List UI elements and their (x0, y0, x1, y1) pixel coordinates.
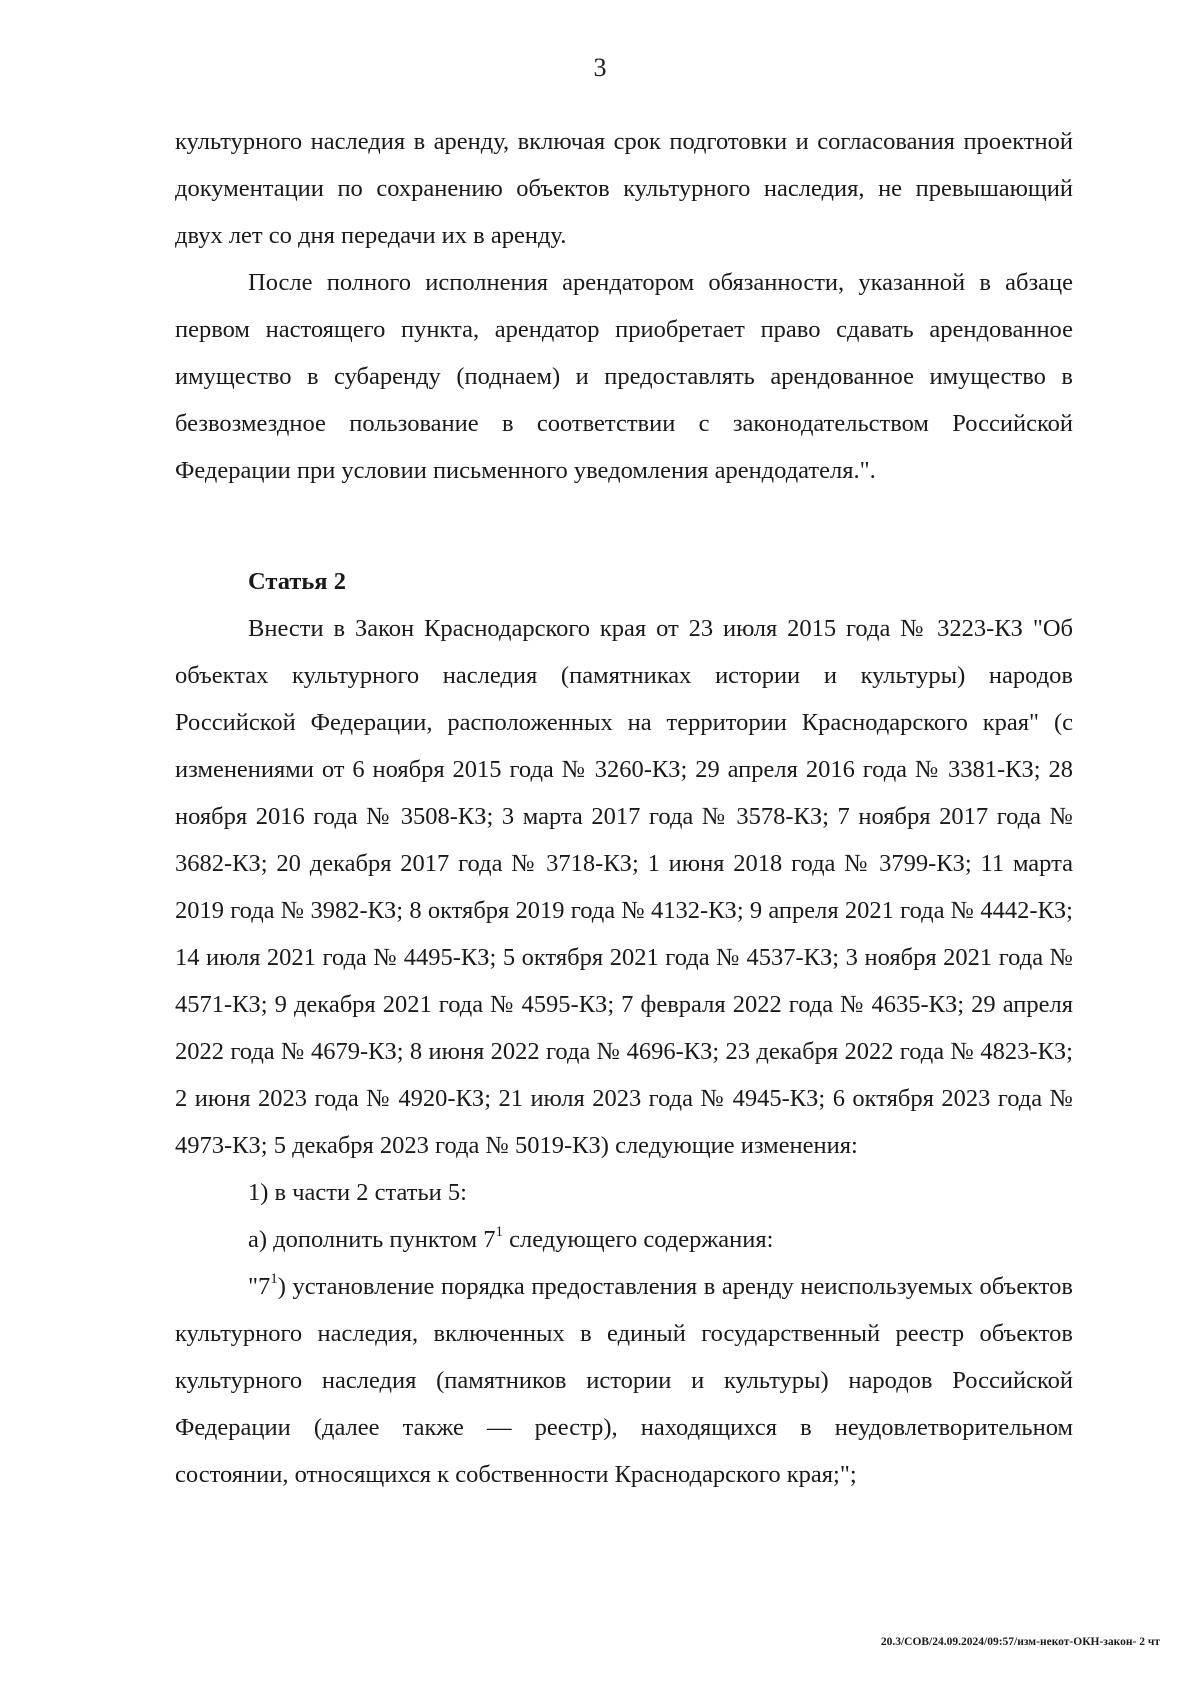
item-a-text-after: следующего содержания: (502, 1226, 774, 1253)
item-a-superscript: 1 (495, 1223, 503, 1240)
document-body (175, 118, 1073, 1498)
item-a-text-before: а) дополнить пунктом 7 (248, 1226, 496, 1253)
new-point-superscript: 1 (270, 1270, 278, 1287)
new-point-text-before: "7 (248, 1273, 271, 1300)
page-number: 3 (593, 53, 607, 82)
paragraph-sublease-right: После полного исполнения арендатором обязанности, указанной в абзаце первом настоящего пункта, арендатор приобретает право сдавать арендованное имущество в субаренду (поднаем) и предоставлять арендованное имущество в безвозмездное пользование в соответствии с законодательством Российской Федерации при условии письменного уведомления арендодателя.". (175, 269, 1073, 484)
new-point-text-after: ) установление порядка предоставления в аренду неиспользуемых объектов культурного наследия, включенных в единый государственный реестр объектов культурного наследия (памятников истории и культуры) народов Российской Федерации (далее также — реестр), находящихся в неудовлетворительном состоянии, относящихся к собственности Краснодарского края;"; (175, 1273, 1073, 1488)
paragraph-item-1: 1) в части 2 статьи 5: (248, 1179, 467, 1206)
section-gap (175, 494, 1073, 558)
paragraph-new-point (175, 1263, 1073, 1498)
paragraph-item-a (175, 1216, 1073, 1263)
article-heading: Статья 2 (248, 568, 346, 595)
footer-document-code: 20.3/СОВ/24.09.2024/09:57/изм-некот-ОКН-закон- 2 чт (880, 1636, 1160, 1648)
paragraph-amendments-list: Внести в Закон Краснодарского края от 23 июля 2015 года № 3223-КЗ "Об объектах культурного наследия (памятниках истории и культуры) народов Российской Федерации, расположенных на территории Краснодарского края" (с изменениями от 6 ноября 2015 года № 3260-КЗ; 29 апреля 2016 года № 3381-КЗ; 28 ноября 2016 года № 3508-КЗ; 3 марта 2017 года № 3578-КЗ; 7 ноября 2017 года № 3682-КЗ; 20 декабря 2017 года № 3718-КЗ; 1 июня 2018 года № 3799-КЗ; 11 марта 2019 года № 3982-КЗ; 8 октября 2019 года № 4132-КЗ; 9 апреля 2021 года № 4442-КЗ; 14 июля 2021 года № 4495-КЗ; 5 октября 2021 года № 4537-КЗ; 3 ноября 2021 года № 4571-КЗ; 9 декабря 2021 года № 4595-КЗ; 7 февраля 2022 года № 4635-КЗ; 29 апреля 2022 года № 4679-КЗ; 8 июня 2022 года № 4696-КЗ; 23 декабря 2022 года № 4823-КЗ; 2 июня 2023 года № 4920-КЗ; 21 июля 2023 года № 4945-КЗ; 6 октября 2023 года № 4973-КЗ; 5 декабря 2023 года № 5019-КЗ) следующие изменения: (175, 615, 1073, 1159)
paragraph-continuation: культурного наследия в аренду, включая срок подготовки и согласования проектной документации по сохранению объектов культурного наследия, не превышающий двух лет со дня передачи их в аренду. (175, 128, 1073, 249)
